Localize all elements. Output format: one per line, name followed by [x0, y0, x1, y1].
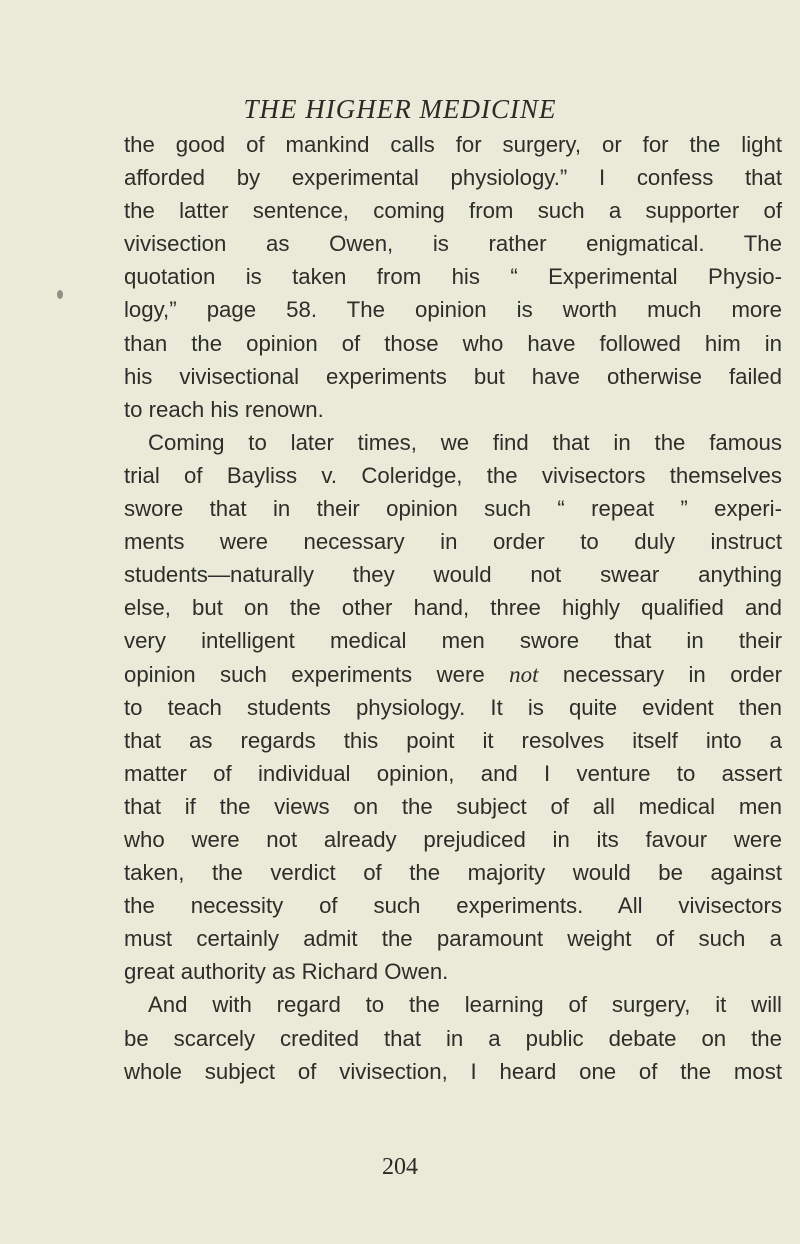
text-line: trial of Bayliss v. Coleridge, the vivisectors themselves — [124, 462, 782, 488]
text-line: that if the views on the subject of all medical men — [124, 793, 782, 819]
text-line: must certainly admit the paramount weight of such a — [124, 926, 782, 952]
text-line: very intelligent medical men swore that in their — [124, 628, 782, 654]
text-line: taken, the verdict of the majority would be against — [124, 860, 782, 886]
running-head: THE HIGHER MEDICINE — [243, 94, 557, 124]
text-line: great authority as Richard Owen. — [124, 959, 449, 985]
text-line: the necessity of such experiments. All vivisectors — [124, 893, 782, 919]
text-line: the latter sentence, coming from such a supporter of — [124, 198, 782, 224]
text-line: to teach students physiology. It is quite evident then — [124, 694, 782, 720]
text-line: swore that in their opinion such “ repeat ” experi- — [124, 496, 782, 522]
text-line: whole subject of vivisection, I heard one of the most — [124, 1058, 782, 1084]
text-line: Coming to later times, we find that in the famous — [148, 429, 782, 455]
text-line: matter of individual opinion, and I venture to assert — [124, 760, 782, 786]
text-line: who were not already prejudiced in its favour were — [124, 826, 782, 852]
text-line: that as regards this point it resolves itself into a — [124, 727, 782, 753]
text-line: students—naturally they would not swear anything — [124, 562, 782, 588]
text-line: quotation is taken from his “ Experimental Physio- — [124, 264, 782, 290]
text-line: vivisection as Owen, is rather enigmatical. The — [124, 231, 782, 257]
text-line: logy,” page 58. The opinion is worth much more — [124, 297, 782, 323]
text-line: opinion such experiments were not necessary in order — [124, 661, 782, 687]
text-line: his vivisectional experiments but have otherwise failed — [124, 363, 782, 389]
text-line: the good of mankind calls for surgery, or for the light — [124, 132, 782, 157]
page-number: 204 — [382, 1154, 418, 1180]
margin-speck — [57, 290, 63, 299]
body-text — [124, 128, 782, 1088]
emphasis-not: not — [509, 661, 539, 687]
text-line: else, but on the other hand, three highly qualified and — [124, 595, 782, 621]
text-line: afforded by experimental physiology.” I confess that — [124, 165, 782, 191]
text-line: than the opinion of those who have followed him in — [124, 330, 782, 356]
text-line: ments were necessary in order to duly instruct — [124, 529, 782, 555]
text-line: be scarcely credited that in a public debate on the — [124, 1025, 782, 1051]
text-line: And with regard to the learning of surgery, it will — [148, 992, 782, 1018]
text-line: to reach his renown. — [124, 396, 324, 422]
